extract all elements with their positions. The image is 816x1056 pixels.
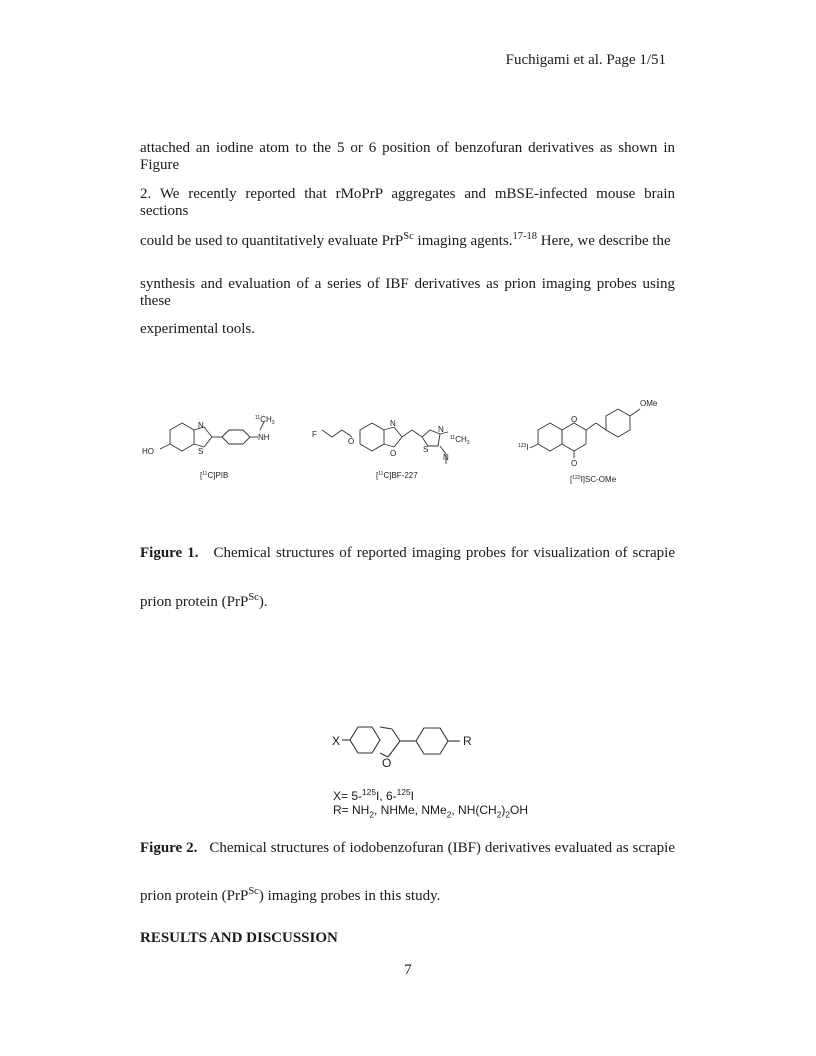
pib-ch3-label: $^{11}CH_3$ — [255, 415, 275, 426]
bf227-n-label: N — [390, 419, 396, 428]
bf227-o1-label: O — [348, 437, 355, 446]
scome-caption: [$^{123}$I]SC-OMe — [570, 475, 617, 484]
pib-ho-label: HO — [142, 447, 154, 456]
pib-caption: [$^{11}$C]PIB — [200, 471, 229, 480]
body-line-5: experimental tools. — [140, 321, 255, 337]
body-line-1: attached an iodine atom to the 5 or 6 position of benzofuran derivatives as shown in Figure — [140, 140, 675, 173]
bf227-s-label: S — [423, 445, 429, 454]
running-header: Fuchigami et al. Page 1/51 — [505, 52, 666, 68]
scome-ome-label: OMe — [640, 399, 658, 408]
body-line-2: 2. We recently reported that rMoPrP aggregates and mBSE-infected mouse brain sections — [140, 186, 675, 219]
bf227-o2-label: O — [390, 449, 397, 458]
figure-1-caption-line-1: Figure 1. Chemical structures of reported imaging probes for visualization of scrapie — [140, 545, 675, 561]
figure-2-r-definition: $R= NH_2$, NHMe, NMe$_2$, $NH(CH_2)_2OH$ — [333, 803, 529, 820]
fig2-x-label: X — [332, 734, 341, 748]
bf227-ch3-label: $^{11}CH_3$ — [450, 435, 470, 446]
pib-nh-label: NH — [258, 433, 270, 442]
figure-1-caption-line-2: prion protein (PrP$^{Sc}$). — [140, 592, 268, 610]
bf227-n2-label: N — [438, 425, 444, 434]
bf227-caption: [$^{11}$C]BF-227 — [376, 471, 418, 480]
bf227-n3-label: N — [443, 453, 449, 462]
figure-2-caption-line-1: Figure 2. Chemical structures of iodobenzofuran (IBF) derivatives evaluated as scrapie — [140, 840, 676, 856]
pib-n-label: N — [198, 421, 204, 430]
figure-2-x-definition: X= 5-$^{125}$I, 6-$^{125}$I — [333, 787, 414, 803]
bf227-f-label: F — [312, 430, 317, 439]
scome-keto-o-label: O — [571, 459, 578, 468]
scome-i-label: $^{123}$I — [518, 443, 529, 452]
pib-s-label: S — [198, 447, 204, 456]
scome-o-label: O — [571, 415, 578, 424]
section-heading: RESULTS AND DISCUSSION — [140, 930, 338, 946]
figure-1-structures — [140, 392, 680, 492]
fig2-o-label: O — [382, 756, 392, 770]
page-number: 7 — [404, 962, 412, 978]
figure-2-caption-line-2: prion protein (PrP$^{Sc}$) imaging probes in this study. — [140, 886, 441, 904]
fig2-r-label: R — [463, 734, 472, 748]
body-line-3: could be used to quantitatively evaluate PrP$^{Sc}$ imaging agents.$^{17-18}$ Here, we describe the — [140, 231, 671, 249]
body-line-4: synthesis and evaluation of a series of IBF derivatives as prion imaging probes using these — [140, 276, 675, 309]
